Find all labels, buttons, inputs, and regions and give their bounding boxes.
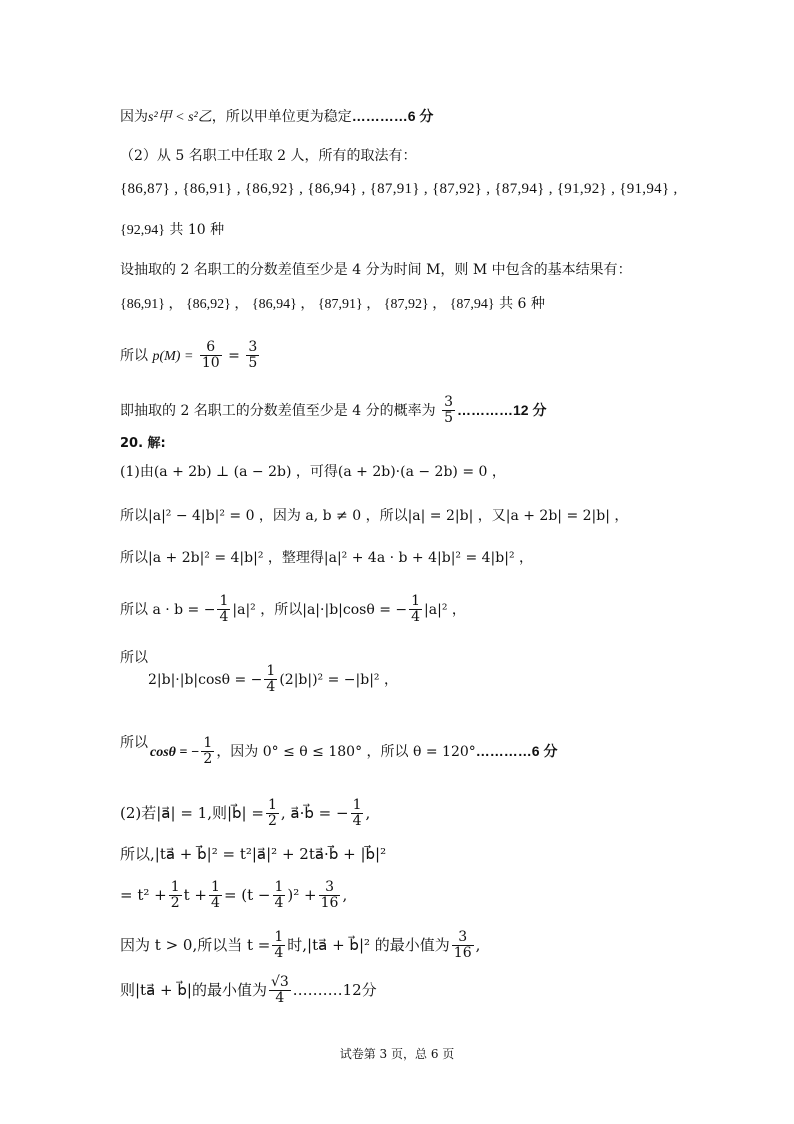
q20-line4-c: |a|² ，: [424, 601, 466, 618]
q20-part2-a: (2)若|a⃗| = 1,则|b⃗| =: [120, 803, 264, 822]
q20-line4-b: |a|² ，所以|a|·|b|cosθ = −: [232, 601, 408, 618]
q20-frac-1-4-b: $\frac{1}{4}$: [411, 593, 421, 626]
q20-line6-b: ，因为 0° ≤ θ ≤ 180° ，所以 θ = 120°: [216, 743, 476, 760]
q20-frac-3-16: $\frac{3}{16}$: [320, 879, 339, 912]
q20-part2-line3-e: ,: [342, 885, 348, 904]
q19-score-12: …………12 分: [457, 401, 547, 418]
q20-part2-line4-b: 时,|ta⃗ + b⃗|² 的最小值为: [287, 935, 450, 954]
q20-score-12: .………12分: [292, 980, 377, 999]
q20-line4: [120, 594, 466, 626]
q19-stability-post: ，所以甲单位更为稳定: [211, 109, 352, 125]
q19-variance-compare: s²甲 < s²乙: [148, 110, 212, 125]
q19-prob-pre: 所以: [120, 347, 148, 364]
q19-conclusion-text: 即抽取的 2 名职工的分数差值至少是 4 分的概率为: [120, 402, 436, 419]
q20-frac-1-2-c: $\frac{1}{2}$: [170, 879, 180, 912]
q19-score-6: …………6 分: [351, 108, 434, 124]
q20-frac-1-4-c: $\frac{1}{4}$: [266, 663, 276, 696]
q20-part2-line1: [120, 798, 370, 830]
q20-score-6: …………6 分: [475, 742, 558, 759]
q20-frac-1-4-g: $\frac{1}{4}$: [274, 929, 284, 962]
q19-all-pairs: {86,87} , {86,91} , {86,92} , {86,94} , {87,91} , {87,92} , {87,94} , {91,92} , {91,94} ,: [120, 181, 678, 197]
q20-line6: [150, 736, 557, 768]
q20-part2-line3: [120, 880, 347, 912]
q19-frac-3-5: $\frac{3}{5}$: [248, 339, 258, 372]
q19-probability-line: 所以 p(M) = $\frac{6}{10}$ = $\frac{3}{5}$: [120, 339, 258, 372]
q20-part2-line2: 所以,|ta⃗ + b⃗|² = t²|a⃗|² + 2ta⃗·b⃗ + |b⃗|²: [120, 845, 387, 863]
q19-last-pair-line: [120, 222, 224, 240]
q20-line4-a: 所以 a · b = −: [120, 601, 216, 618]
q20-part2-line3-b: t +: [183, 885, 208, 904]
q19-stability-line: [120, 108, 433, 127]
q19-stability-pre: 因为: [120, 109, 148, 125]
q20-line1: (1)由(a + 2b) ⊥ (a − 2b) ，可得(a + 2b)·(a − 2b) = 0 ，: [120, 464, 506, 480]
q20-frac-1-4-e: $\frac{1}{4}$: [211, 879, 220, 912]
q20-part2-line4: [120, 930, 480, 962]
q19-last-pair: {92,94}: [120, 223, 165, 238]
q19-conclusion-frac: $\frac{3}{5}$: [444, 394, 453, 427]
q20-line3: 所以|a + 2b|² = 4|b|² ，整理得|a|² + 4a · b + 4|b|² = 4|b|² ，: [120, 550, 534, 566]
q20-frac-sqrt3-4: $\frac{√3}{4}$: [270, 974, 289, 1007]
q20-part2-line4-c: ,: [475, 935, 481, 954]
q20-part2-line4-a: 因为 t > 0,所以当 t =: [120, 935, 271, 954]
q20-part2-line3-c: = (t −: [223, 885, 271, 904]
q19-event-definition: 设抽取的 2 名职工的分数差值至少是 4 分为时间 M，则 M 中包含的基本结果有：: [120, 262, 632, 278]
q20-line5-pre: 所以: [120, 650, 148, 666]
q19-event-pairs: {86,91} ， {86,92} ， {86,94} ， {87,91} ， {87,92} ， {87,94}: [120, 297, 495, 312]
q20-line6-a: cosθ = −: [150, 744, 200, 760]
q19-conclusion-line: [120, 395, 546, 427]
q19-total-count: 共 10 种: [164, 222, 225, 238]
q20-title: 20. 解:: [120, 436, 166, 451]
q19-event-pairs-line: [120, 296, 545, 314]
q20-part2-line3-d: )² +: [287, 885, 317, 904]
q20-frac-1-4-a: $\frac{1}{4}$: [219, 593, 229, 626]
q20-line5-a: 2|b|·|b|cosθ = −: [148, 671, 263, 688]
q20-frac-3-16-b: $\frac{3}{16}$: [453, 929, 472, 962]
q19-part2-intro: （2）从 5 名职工中任取 2 人，所有的取法有：: [120, 148, 417, 164]
q20-part2-line3-a: = t² +: [120, 885, 167, 904]
q19-frac-6-10: $\frac{6}{10}$: [201, 339, 220, 372]
q19-event-count: 共 6 种: [494, 296, 545, 312]
q20-line2: 所以|a|² − 4|b|² = 0 ，因为 a, b ≠ 0 ，所以|a| = 2|b| ，又|a + 2b| = 2|b| ，: [120, 508, 629, 524]
q20-line6-pre: 所以: [120, 735, 148, 751]
q20-part2-line5: [120, 975, 377, 1007]
q20-frac-1-4-f: $\frac{1}{4}$: [274, 879, 284, 912]
q20-line5: [148, 664, 398, 696]
q20-frac-1-2: $\frac{1}{2}$: [203, 735, 213, 768]
page-footer: 试卷第 3 页，总 6 页: [339, 1047, 455, 1061]
q20-frac-1-4-d: $\frac{1}{4}$: [352, 797, 362, 830]
q20-part2-line5-a: 则|ta⃗ + b⃗|的最小值为: [120, 980, 267, 999]
q20-part2-b: , a⃗·b⃗ = −: [280, 803, 349, 822]
q20-frac-1-2-b: $\frac{1}{2}$: [267, 797, 277, 830]
q20-part2-c: ,: [365, 803, 371, 822]
q20-line5-b: (2|b|)² = −|b|² ，: [279, 671, 398, 688]
q19-prob-lhs: p(M) =: [152, 348, 194, 364]
